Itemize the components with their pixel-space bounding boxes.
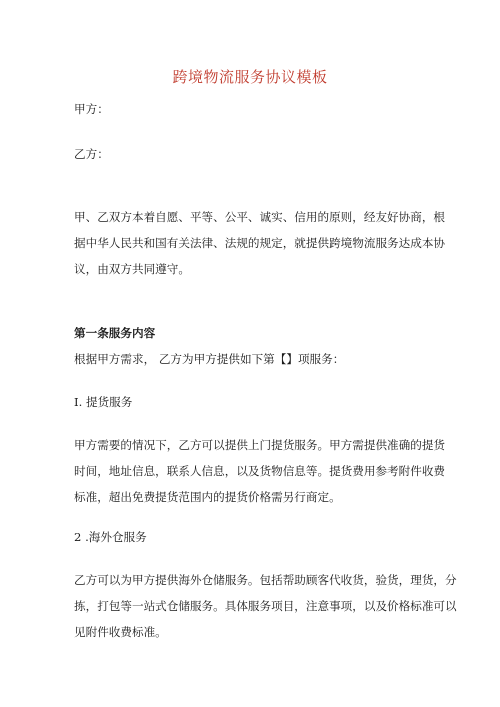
party-b-label: 乙方： [74,147,109,161]
party-a-label: 甲方： [74,102,109,116]
article-1-lead: 根据甲方需求， 乙方为甲方提供如下第【】项服务： [74,352,345,366]
item-1-number: I. [74,395,83,409]
item-2-title: .海外仓服务 [85,530,147,544]
item-1-title: 提货服务 [85,395,133,409]
intro-line-1: 甲、乙双方本着自愿、平等、公平、诚实、信用的原则，经友好协商，根 [74,210,446,224]
item-1-line-2: 时间，地址信息，联系人信息，以及货物信息等。提货费用参考附件收费 [74,464,446,478]
article-1-heading: 第一条服务内容 [74,326,156,340]
item-1-heading [74,394,434,410]
intro-line-3: 议，由双方共同遵守。 [74,262,190,276]
item-2-line-3: 见附件收费标准。 [74,625,167,639]
item-2-number: 2 [74,530,82,544]
intro-line-2: 据中华人民共和国有关法律、法规的规定，就提供跨境物流服务达成本协 [74,236,446,250]
item-2-heading [74,529,434,545]
item-2-line-2: 拣，打包等一站式仓储服务。具体服务项目，注意事项，以及价格标准可以 [74,599,457,613]
item-1-line-3: 标准，超出免费提货范围内的提货价格需另行商定。 [74,490,341,504]
document-title: 跨境物流服务协议模板 [172,68,328,86]
item-1-line-1: 甲方需要的情况下，乙方可以提供上门提货服务。甲方需提供准确的提货 [74,438,446,452]
item-2-line-1: 乙方可以为甲方提供海外仓储服务。包括帮助顾客代收货，验货，理货，分 [74,573,457,587]
